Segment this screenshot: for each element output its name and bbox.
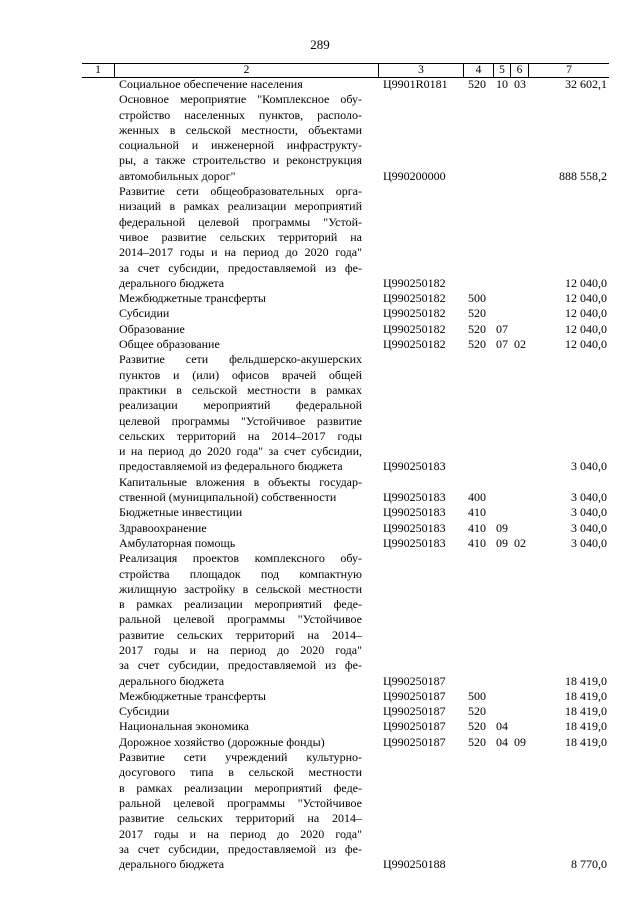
header-col-2: 2 <box>114 64 378 77</box>
row-sum: 3 040,0 <box>571 520 607 535</box>
header-col-3: 3 <box>378 64 463 77</box>
table-row <box>0 475 640 506</box>
row-name-line: сельских территорий на 2014–2017 годы <box>119 428 362 443</box>
row-name <box>119 551 362 689</box>
row-name-line: 2017 годы и на период до 2020 года" <box>119 642 362 657</box>
row-name <box>119 306 362 321</box>
row-name <box>119 475 362 506</box>
row-name-line: ральной целевой программы "Устойчивое <box>119 612 362 627</box>
row-name-line: 2014–2017 годы и на период до 2020 года" <box>119 245 362 260</box>
row-code: Ц990250187 <box>383 734 446 749</box>
row-name-line: чивое развитие сельских территорий на <box>119 229 362 244</box>
row-pr: 09 <box>514 734 526 749</box>
row-name-line: автомобильных дорог" <box>119 168 236 183</box>
header-col-4: 4 <box>463 64 493 77</box>
row-name-line: практики в сельской местности в рамках <box>119 382 362 397</box>
table-row <box>0 735 640 750</box>
row-rz: 09 <box>496 520 508 535</box>
table-row <box>0 689 640 704</box>
row-name-line: в рамках реализации мероприятий феде- <box>119 780 362 795</box>
row-code: Ц990250182 <box>383 275 446 290</box>
row-name-line: Образование <box>119 321 185 336</box>
row-name <box>119 735 362 750</box>
row-name-line: 2017 годы и на период до 2020 года" <box>119 826 362 841</box>
table-row <box>0 505 640 520</box>
row-name-line: за счет субсидии, предоставляемой из фе- <box>119 658 362 673</box>
row-sum: 3 040,0 <box>571 459 607 474</box>
row-name-line: Субсидии <box>119 306 170 321</box>
row-name-line: за счет субсидии, предоставляемой из фе- <box>119 260 362 275</box>
row-vr: 410 <box>468 520 486 535</box>
row-vr: 520 <box>468 337 486 352</box>
row-rz: 04 <box>496 719 508 734</box>
row-name-line: Межбюджетные трансферты <box>119 688 266 703</box>
row-vr: 520 <box>468 719 486 734</box>
row-code: Ц990250183 <box>383 535 446 550</box>
row-sum: 888 558,2 <box>559 168 607 183</box>
row-sum: 12 040,0 <box>565 306 607 321</box>
row-code: Ц9901R0181 <box>383 77 448 91</box>
table-row <box>0 750 640 872</box>
row-code: Ц990250187 <box>383 704 446 719</box>
header-col-5: 5 <box>493 64 510 77</box>
row-name-line: Амбулаторная помощь <box>119 535 236 550</box>
header-col-6: 6 <box>510 64 528 77</box>
row-pr: 03 <box>514 77 526 91</box>
row-name-line: стройства площадок под компактную <box>119 566 362 581</box>
row-name-line: Капитальные вложения в объекты государ- <box>119 474 362 489</box>
row-vr: 520 <box>468 704 486 719</box>
row-rz: 07 <box>496 337 508 352</box>
table-header <box>82 63 609 78</box>
row-sum: 18 419,0 <box>565 704 607 719</box>
row-name-line: ственной (муниципальной) собственности <box>119 490 337 505</box>
row-name-line: Развитие сети фельдшерско-акушерских <box>119 352 362 367</box>
header-col-1: 1 <box>95 64 101 76</box>
row-name-line: дерального бюджета <box>119 275 225 290</box>
row-vr: 500 <box>468 688 486 703</box>
row-rz: 04 <box>496 734 508 749</box>
row-code: Ц990200000 <box>383 168 446 183</box>
row-code: Ц990250183 <box>383 520 446 535</box>
row-name <box>119 689 362 704</box>
row-vr: 410 <box>468 535 486 550</box>
table-row <box>0 306 640 321</box>
row-sum: 3 040,0 <box>571 535 607 550</box>
row-name-line: низаций в рамках реализации мероприятий <box>119 199 362 214</box>
row-name-line: дерального бюджета <box>119 673 225 688</box>
row-name-line: Субсидии <box>119 704 170 719</box>
row-name <box>119 750 362 872</box>
table-row <box>0 521 640 536</box>
table-row <box>0 184 640 291</box>
row-code: Ц990250188 <box>383 857 446 872</box>
row-vr: 520 <box>468 321 486 336</box>
row-sum: 3 040,0 <box>571 505 607 520</box>
row-vr: 410 <box>468 505 486 520</box>
row-name-line: Бюджетные инвестиции <box>119 505 243 520</box>
row-name-line: Реализация проектов комплексного обу- <box>119 551 362 566</box>
row-name <box>119 505 362 520</box>
row-name-line: развитие сельских территорий на 2014– <box>119 627 362 642</box>
row-code: Ц990250187 <box>383 719 446 734</box>
row-name-line: федеральной целевой программы "Устой- <box>119 214 362 229</box>
row-name-line: Развитие сети общеобразовательных орга- <box>119 184 362 199</box>
row-vr: 520 <box>468 306 486 321</box>
row-name-line: предоставляемой из федерального бюджета <box>119 459 343 474</box>
row-sum: 32 602,1 <box>565 77 607 91</box>
row-sum: 18 419,0 <box>565 688 607 703</box>
row-sum: 18 419,0 <box>565 673 607 688</box>
table-row <box>0 704 640 719</box>
row-code: Ц990250187 <box>383 688 446 703</box>
row-code: Ц990250187 <box>383 673 446 688</box>
row-name-line: Дорожное хозяйство (дорожные фонды) <box>119 734 325 749</box>
row-vr: 500 <box>468 291 486 306</box>
table-row <box>0 291 640 306</box>
row-name-line: Развитие сети учреждений культурно- <box>119 750 362 765</box>
table-body <box>0 77 640 872</box>
row-name-line: Социальное обеспечение населения <box>119 77 303 91</box>
row-name-line: Национальная экономика <box>119 719 249 734</box>
row-code: Ц990250183 <box>383 505 446 520</box>
row-name-line: Общее образование <box>119 337 220 352</box>
row-name-line: досугового типа в сельской местности <box>119 765 362 780</box>
table-row <box>0 719 640 734</box>
header-col-7: 7 <box>528 64 609 77</box>
row-sum: 3 040,0 <box>571 490 607 505</box>
row-sum: 12 040,0 <box>565 291 607 306</box>
row-name <box>119 291 362 306</box>
row-rz: 09 <box>496 535 508 550</box>
row-code: Ц990250182 <box>383 321 446 336</box>
table-row <box>0 337 640 352</box>
row-name-line: женных в сельской местности, объектами <box>119 122 362 137</box>
row-code: Ц990250183 <box>383 490 446 505</box>
row-rz: 07 <box>496 321 508 336</box>
row-name-line: целевой программы "Устойчивое развитие <box>119 413 362 428</box>
row-name-line: ральной целевой программы "Устойчивое <box>119 795 362 810</box>
row-name <box>119 536 362 551</box>
page-number: 289 <box>310 37 330 52</box>
row-sum: 8 770,0 <box>571 857 607 872</box>
row-name-line: Здравоохранение <box>119 520 207 535</box>
row-sum: 12 040,0 <box>565 337 607 352</box>
row-name <box>119 352 362 474</box>
row-name <box>119 184 362 291</box>
row-name <box>119 77 362 92</box>
row-name-line: развитие сельских территорий на 2014– <box>119 811 362 826</box>
row-name <box>119 92 362 184</box>
row-sum: 12 040,0 <box>565 321 607 336</box>
row-name-line: дерального бюджета <box>119 857 225 872</box>
row-sum: 18 419,0 <box>565 719 607 734</box>
row-name-line: пунктов и (или) офисов врачей общей <box>119 367 362 382</box>
table-row <box>0 551 640 689</box>
row-sum: 12 040,0 <box>565 275 607 290</box>
row-name-line: Основное мероприятие "Комплексное обу- <box>119 92 362 107</box>
row-name <box>119 322 362 337</box>
row-pr: 02 <box>514 337 526 352</box>
row-sum: 18 419,0 <box>565 734 607 749</box>
row-code: Ц990250182 <box>383 306 446 321</box>
row-rz: 10 <box>496 77 508 91</box>
table-row <box>0 322 640 337</box>
table-row <box>0 536 640 551</box>
row-name-line: социальной и инженерной инфраструкту- <box>119 138 362 153</box>
row-name-line: стройство населенных пунктов, располо- <box>119 107 362 122</box>
row-name-line: ры, а также строительство и реконструкция <box>119 153 362 168</box>
row-vr: 520 <box>468 734 486 749</box>
row-name <box>119 521 362 536</box>
row-pr: 02 <box>514 535 526 550</box>
row-vr: 520 <box>468 77 486 91</box>
table-row <box>0 92 640 184</box>
row-code: Ц990250182 <box>383 337 446 352</box>
row-name <box>119 719 362 734</box>
table-row <box>0 352 640 474</box>
table-row <box>0 77 640 92</box>
row-vr: 400 <box>468 490 486 505</box>
row-name <box>119 337 362 352</box>
row-name-line: в рамках реализации мероприятий феде- <box>119 597 362 612</box>
row-name-line: и на период до 2020 года" за счет субсидии, <box>119 444 362 459</box>
row-code: Ц990250182 <box>383 291 446 306</box>
row-name-line: реализации мероприятий федеральной <box>119 398 362 413</box>
row-name-line: за счет субсидии, предоставляемой из фе- <box>119 841 362 856</box>
row-name-line: жилищную застройку в сельской местности <box>119 581 362 596</box>
row-code: Ц990250183 <box>383 459 446 474</box>
row-name-line: Межбюджетные трансферты <box>119 291 266 306</box>
row-name <box>119 704 362 719</box>
